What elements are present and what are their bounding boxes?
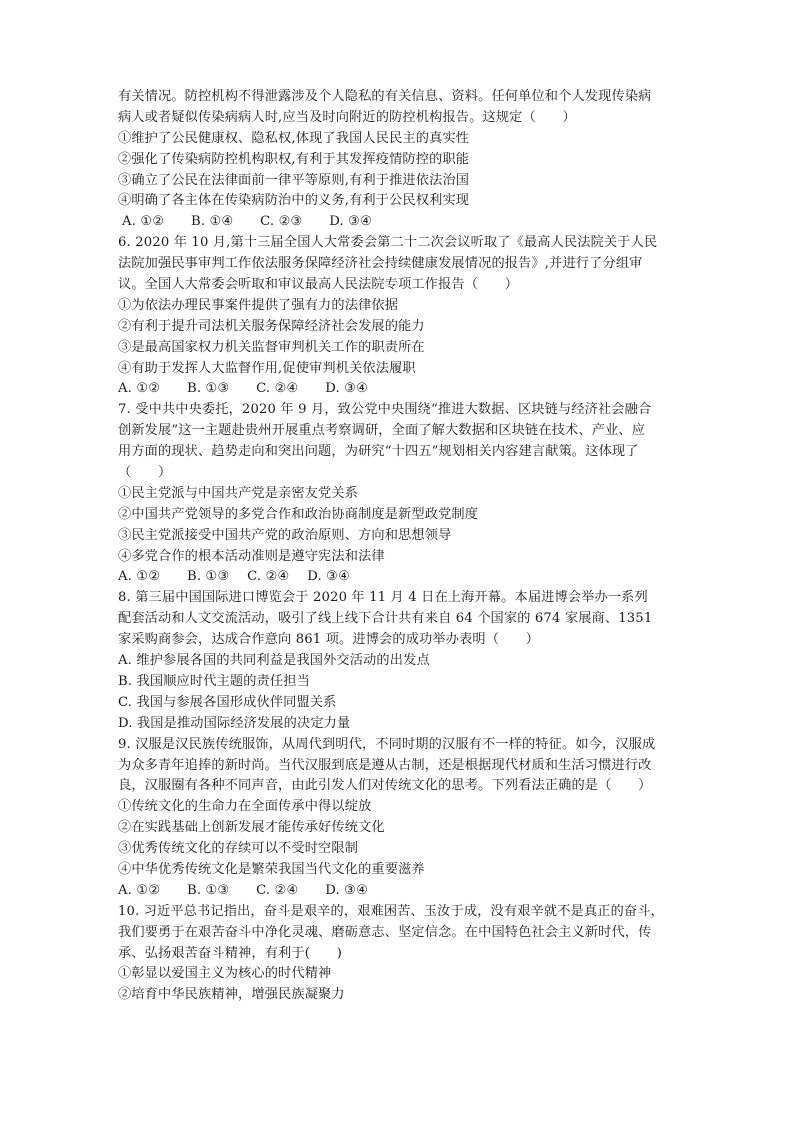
option-line: ①民主党派与中国共产党是亲密友党关系	[118, 485, 359, 501]
option-line: ④中华优秀传统文化是繁荣我国当代文化的重要滋养	[118, 861, 425, 877]
text-line: 创新发展”这一主题赴贵州开展重点考察调研，全面了解大数据和区块链在技术、产业、应	[118, 423, 646, 439]
answer-choices: A. ①② B. ①③ C. ②④ D. ③④	[118, 381, 369, 397]
option-line: ③确立了公民在法律面前一律平等原则,有利于推进依法治国	[118, 172, 470, 188]
text-line: 议。全国人大常委会听取和审议最高人民法院专项工作报告（ ）	[118, 277, 519, 293]
text-line: 承、弘扬艰苦奋斗精神，有利于( )	[118, 945, 342, 961]
option-line: ②有利于提升司法机关服务保障经济社会发展的能力	[118, 318, 425, 334]
option-line: ②培育中华民族精神，增强民族凝聚力	[118, 987, 345, 1003]
option-line: ②在实践基础上创新发展才能传承好传统文化	[118, 820, 385, 836]
question-9: 9. 汉服是汉民族传统服饰，从周代到明代，不同时期的汉服有不一样的特征。如今，汉服成	[118, 736, 656, 752]
question-7: 7. 受中共中央委托，2020 年 9 月，致公党中央围绕“推进大数据、区块链与经济社会融合	[118, 402, 652, 418]
text-line: 有关情况。防控机构不得泄露涉及个人隐私的有关信息、资料。任何单位和个人发现传染病	[118, 89, 652, 104]
text-line: 配套活动和人文交流活动，吸引了线上线下合计共有来自 64 个国家的 674 家展商、1351	[118, 611, 653, 627]
exam-text-body	[118, 87, 686, 1006]
option-line: ②中国共产党领导的多党合作和政治协商制度是新型政党制度	[118, 506, 479, 522]
text-line: 病人或者疑似传染病病人时,应当及时向附近的防控机构报告。这规定（ ）	[118, 109, 576, 125]
text-line: 家采购商参会，达成合作意向 861 项。进博会的成功举办表明（ ）	[118, 632, 540, 648]
text-line: 为众多青年追捧的新时尚。当代汉服到底是遵从古制，还是根据现代材质和生活习惯进行改	[118, 757, 652, 773]
option-line: ④多党合作的根本活动准则是遵守宪法和法律	[118, 548, 385, 564]
option-line: C. 我国与参展各国形成伙伴同盟关系	[118, 694, 337, 710]
option-line: ③是最高国家权力机关监督审判机关工作的职责所在	[118, 339, 425, 355]
text-line: 良，汉服圈有各种不同声音，由此引发人们对传统文化的思考。下列看法正确的是（ ）	[118, 778, 652, 794]
option-line: ①彰显以爱国主义为核心的时代精神	[118, 966, 332, 982]
option-line: B. 我国顺应时代主题的责任担当	[118, 673, 310, 689]
option-line: ③民主党派接受中国共产党的政治原则、方向和思想领导	[118, 527, 452, 543]
option-line: ①为依法办理民事案件提供了强有力的法律依据	[118, 297, 399, 313]
option-line: ②强化了传染病防控机构职权,有利于其发挥疫情防控的职能	[118, 151, 470, 167]
option-line: ③优秀传统文化的存续可以不受时空限制	[118, 841, 359, 857]
question-8: 8. 第三届中国国际进口博览会于 2020 年 11 月 4 日在上海开幕。本届进博会举办一系列	[118, 590, 648, 606]
text-line: 法院加强民事审判工作依法服务保障经济社会持续健康发展情况的报告》,并进行了分组审	[118, 256, 643, 272]
option-line: ①维护了公民健康权、隐私权,体现了我国人民民主的真实性	[118, 130, 470, 146]
option-line: A. 维护参展各国的共同利益是我国外交活动的出发点	[118, 653, 430, 669]
answer-choices: A. ①② B. ①③ C. ②④ D. ③④	[118, 569, 351, 585]
question-6: 6. 2020 年 10 月,第十三届全国人大常委会第二十二次会议听取了《最高人民法院关于人民	[118, 235, 658, 251]
option-line: ④有助于发挥人大监督作用,促使审判机关依法履职	[118, 360, 416, 376]
text-line: （ ）	[118, 465, 172, 481]
option-line: ④明确了各主体在传染病防治中的义务,有利于公民权利实现	[118, 193, 470, 209]
option-line: ①传统文化的生命力在全面传承中得以绽放	[118, 799, 372, 815]
text-line: 用方面的现状、趋势走向和突出问题，为研究“十四五”规划相关内容建言献策。这体现了	[118, 444, 639, 460]
question-10: 10. 习近平总书记指出，奋斗是艰辛的，艰难困苦、玉汝于成，没有艰辛就不是真正的奋斗，	[118, 903, 664, 919]
answer-choices: A. ①② B. ①④ C. ②③ D. ③④	[122, 214, 373, 230]
answer-choices: A. ①② B. ①③ C. ②④ D. ③④	[118, 882, 369, 898]
text-line: 我们要勇于在艰苦奋斗中净化灵魂、磨砺意志、坚定信念。在中国特色社会主义新时代，传	[118, 924, 652, 940]
option-line: D. 我国是推动国际经济发展的决定力量	[118, 715, 351, 731]
